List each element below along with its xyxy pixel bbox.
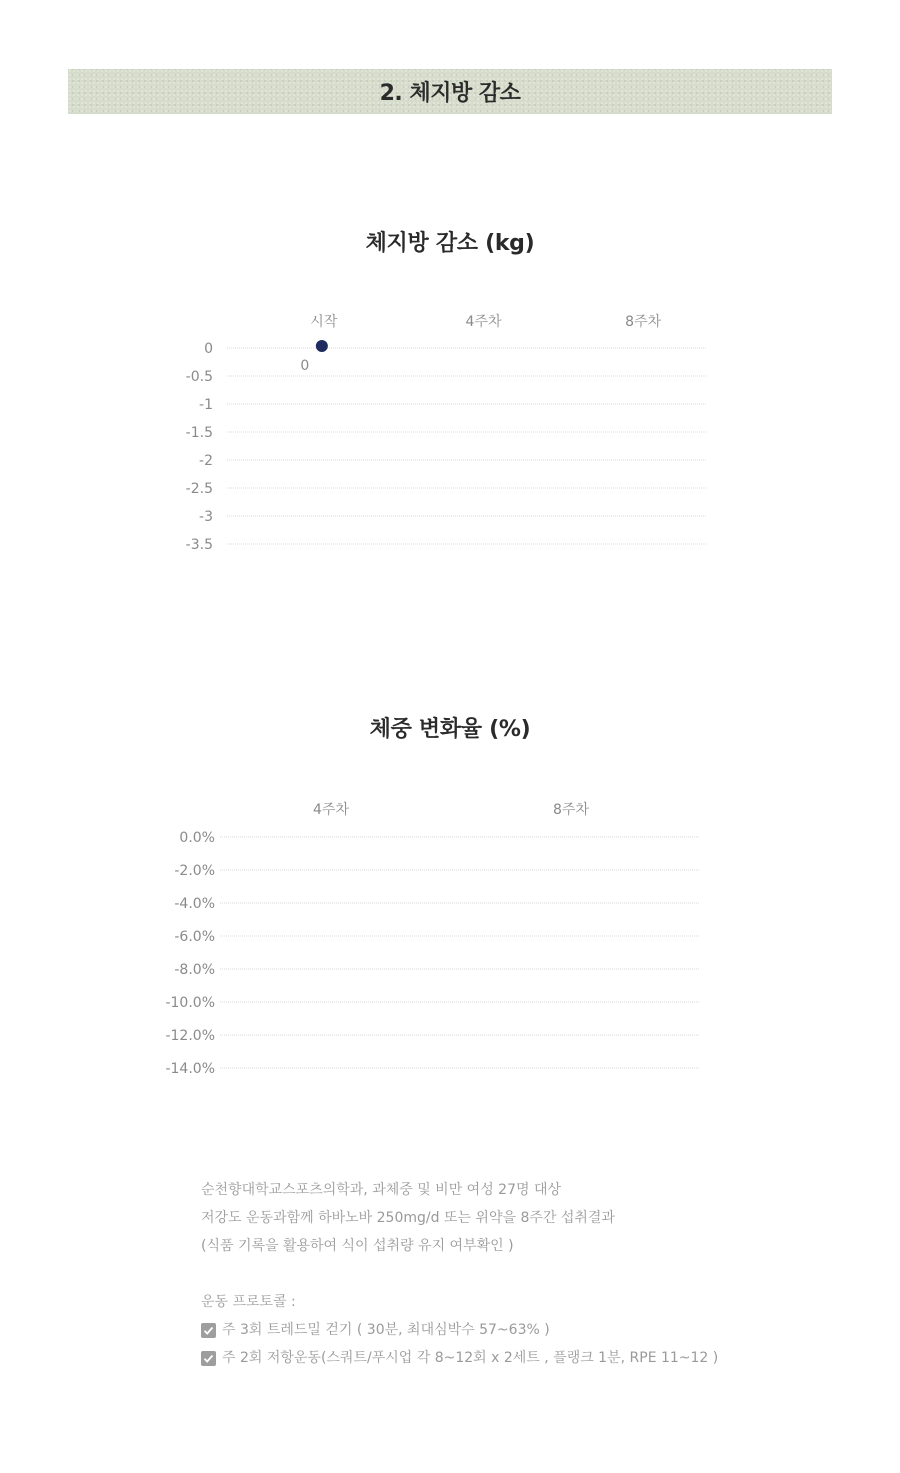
y-tick-label: -8.0% <box>174 962 215 978</box>
protocol-item <box>201 1316 841 1344</box>
x-category-label: 4주차 <box>313 802 349 818</box>
x-category-label: 시작 <box>310 314 338 330</box>
note-line: 순천향대학교스포츠의학과, 과체중 및 비만 여성 27명 대상 <box>201 1182 562 1198</box>
x-category-label: 8주차 <box>625 314 662 330</box>
y-tick-label: -0.5 <box>185 369 213 385</box>
section-banner <box>68 69 832 114</box>
y-tick-label: -2 <box>199 453 213 469</box>
protocol-item-text: 주 2회 저항운동(스쿼트/푸시업 각 8~12회 x 2세트 , 플랭크 1분, RPE 11~12 ) <box>222 1350 719 1366</box>
y-tick-label: -10.0% <box>165 995 215 1011</box>
checkbox-checked-icon <box>201 1351 216 1366</box>
y-tick-label: -3.5 <box>185 537 213 553</box>
study-notes <box>201 1176 841 1372</box>
checkbox-checked-icon <box>201 1323 216 1338</box>
note-line: (식품 기록을 활용하여 식이 섭취량 유지 여부확인 ) <box>201 1238 514 1254</box>
protocol-label: 운동 프로토콜 : <box>201 1294 296 1310</box>
x-category-label: 4주차 <box>465 314 502 330</box>
y-tick-label: -3 <box>199 509 213 525</box>
y-tick-label: -14.0% <box>165 1061 215 1077</box>
protocol-item-text: 주 3회 트레드밀 걷기 ( 30분, 최대심박수 57~63% ) <box>222 1322 550 1338</box>
y-tick-label: -2.0% <box>174 863 215 879</box>
y-tick-label: -1.5 <box>185 425 213 441</box>
y-tick-label: -6.0% <box>174 929 215 945</box>
data-point <box>316 340 328 352</box>
y-tick-label: -2.5 <box>185 481 213 497</box>
weight-change-chart <box>0 780 900 1080</box>
y-tick-label: 0 <box>204 341 213 357</box>
protocol-item <box>201 1344 841 1372</box>
body-fat-chart <box>0 290 900 560</box>
chart-title-weight-change: 체중 변화율 (%) <box>369 717 531 742</box>
y-tick-label: 0.0% <box>179 830 215 846</box>
y-tick-label: -12.0% <box>165 1028 215 1044</box>
note-line: 저강도 운동과함께 하바노바 250mg/d 또는 위약을 8주간 섭취결과 <box>201 1210 615 1226</box>
y-tick-label: -4.0% <box>174 896 215 912</box>
section-title: 2. 체지방 감소 <box>379 81 521 106</box>
data-label: 0 <box>300 358 310 374</box>
y-tick-label: -1 <box>199 397 213 413</box>
x-category-label: 8주차 <box>553 802 589 818</box>
chart-title-body-fat: 체지방 감소 (kg) <box>365 231 535 256</box>
